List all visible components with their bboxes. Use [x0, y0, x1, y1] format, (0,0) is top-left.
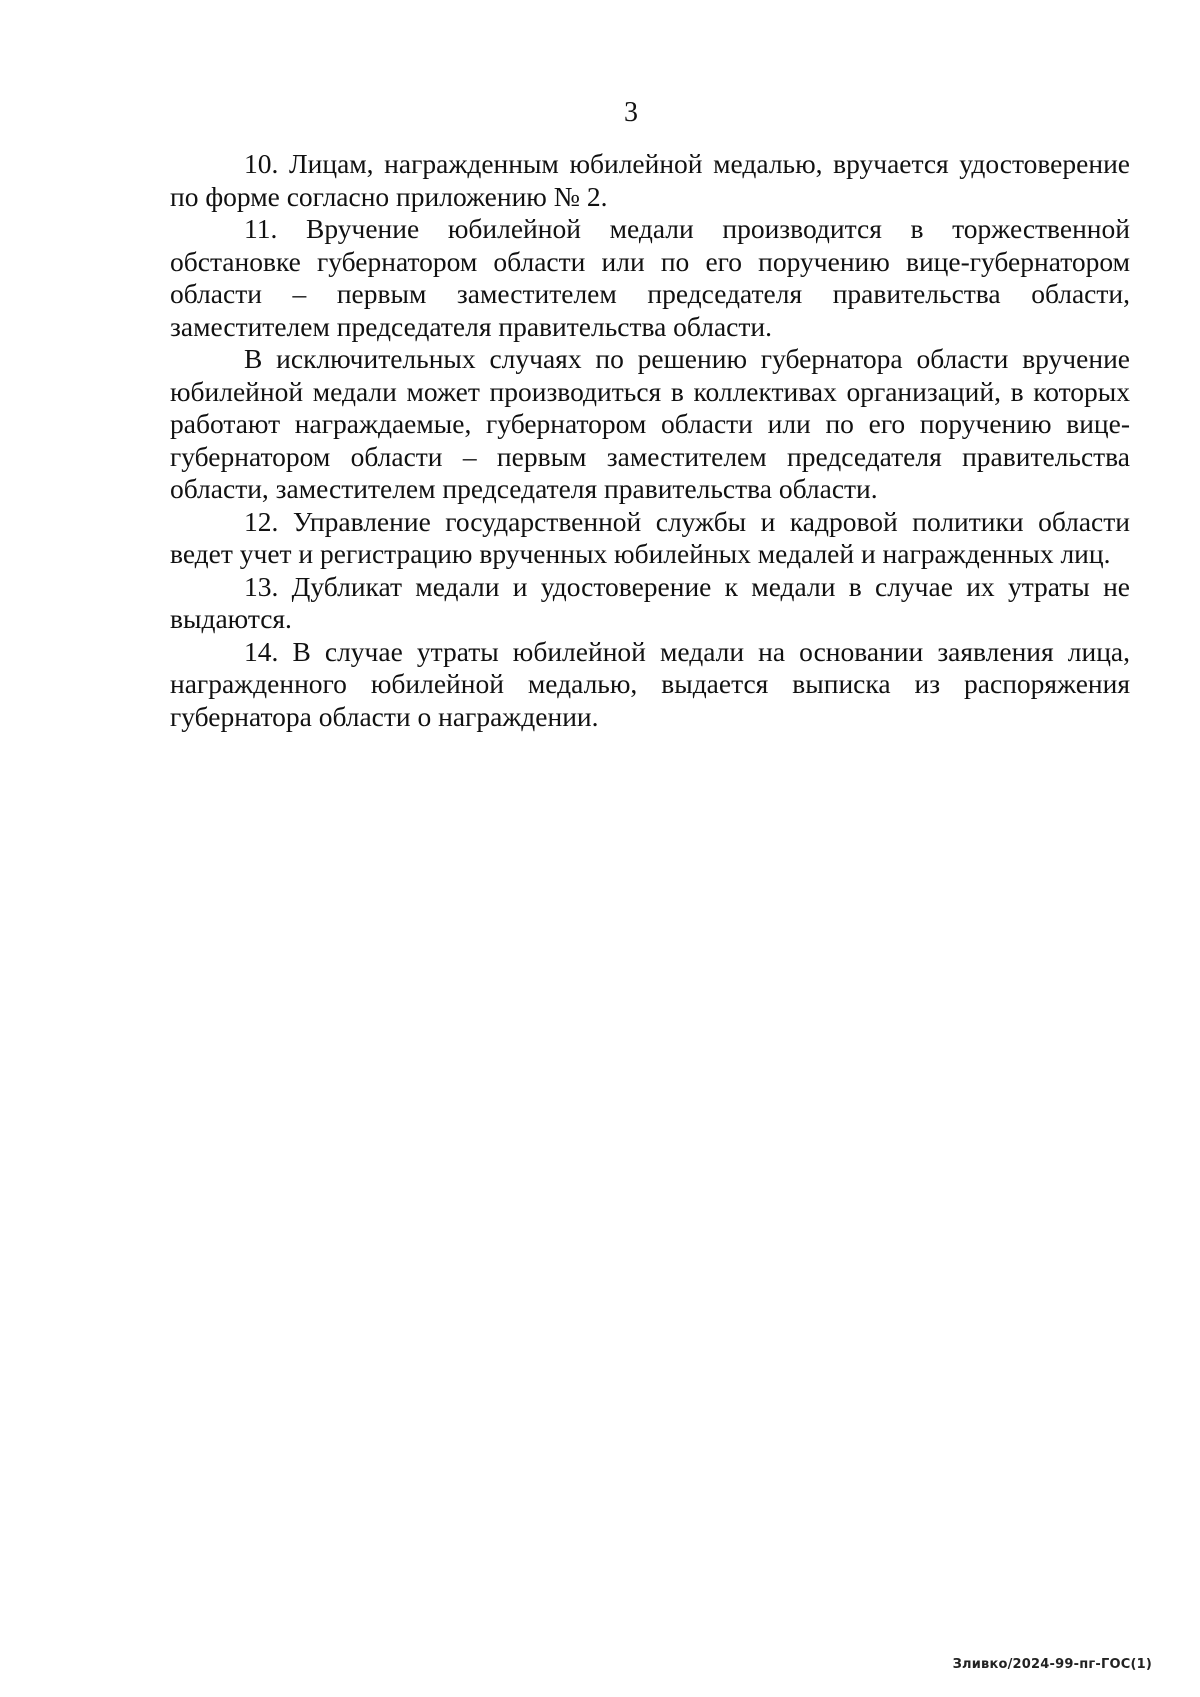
paragraph-11: 11. Вручение юбилейной медали производится в торжественной обстановке губернатором области или по его поручению вице-губернатором области – первым заместителем председателя правительства области, заместителем председателя правительства области.	[170, 213, 1130, 342]
paragraph-13: 13. Дубликат медали и удостоверение к медали в случае их утраты не выдаются.	[170, 570, 1130, 634]
paragraph-12: 12. Управление государственной службы и кадровой политики области ведет учет и регистрацию врученных юбилейных медалей и награжденных лиц.	[170, 505, 1130, 569]
paragraph-10: 10. Лицам, награжденным юбилейной медалью, вручается удостоверение по форме согласно приложению № 2.	[170, 148, 1130, 212]
paragraph-14: 14. В случае утраты юбилейной медали на основании заявления лица, награжденного юбилейной медалью, выдается выписка из распоряжения губернатора области о награждении.	[170, 635, 1130, 732]
paragraph-11-exception: В исключительных случаях по решению губернатора области вручение юбилейной медали может производиться в коллективах организаций, в которых работают награждаемые, губернатором области или по его поручению вице-губернатором области – первым заместителем председателя правительства области, заместителем председателя правительства области.	[170, 343, 1130, 504]
page-number: 3	[624, 97, 638, 128]
document-registration-code: Зливко/2024-99-пг-ГОС(1)	[952, 1657, 1152, 1672]
document-body	[170, 148, 1130, 733]
